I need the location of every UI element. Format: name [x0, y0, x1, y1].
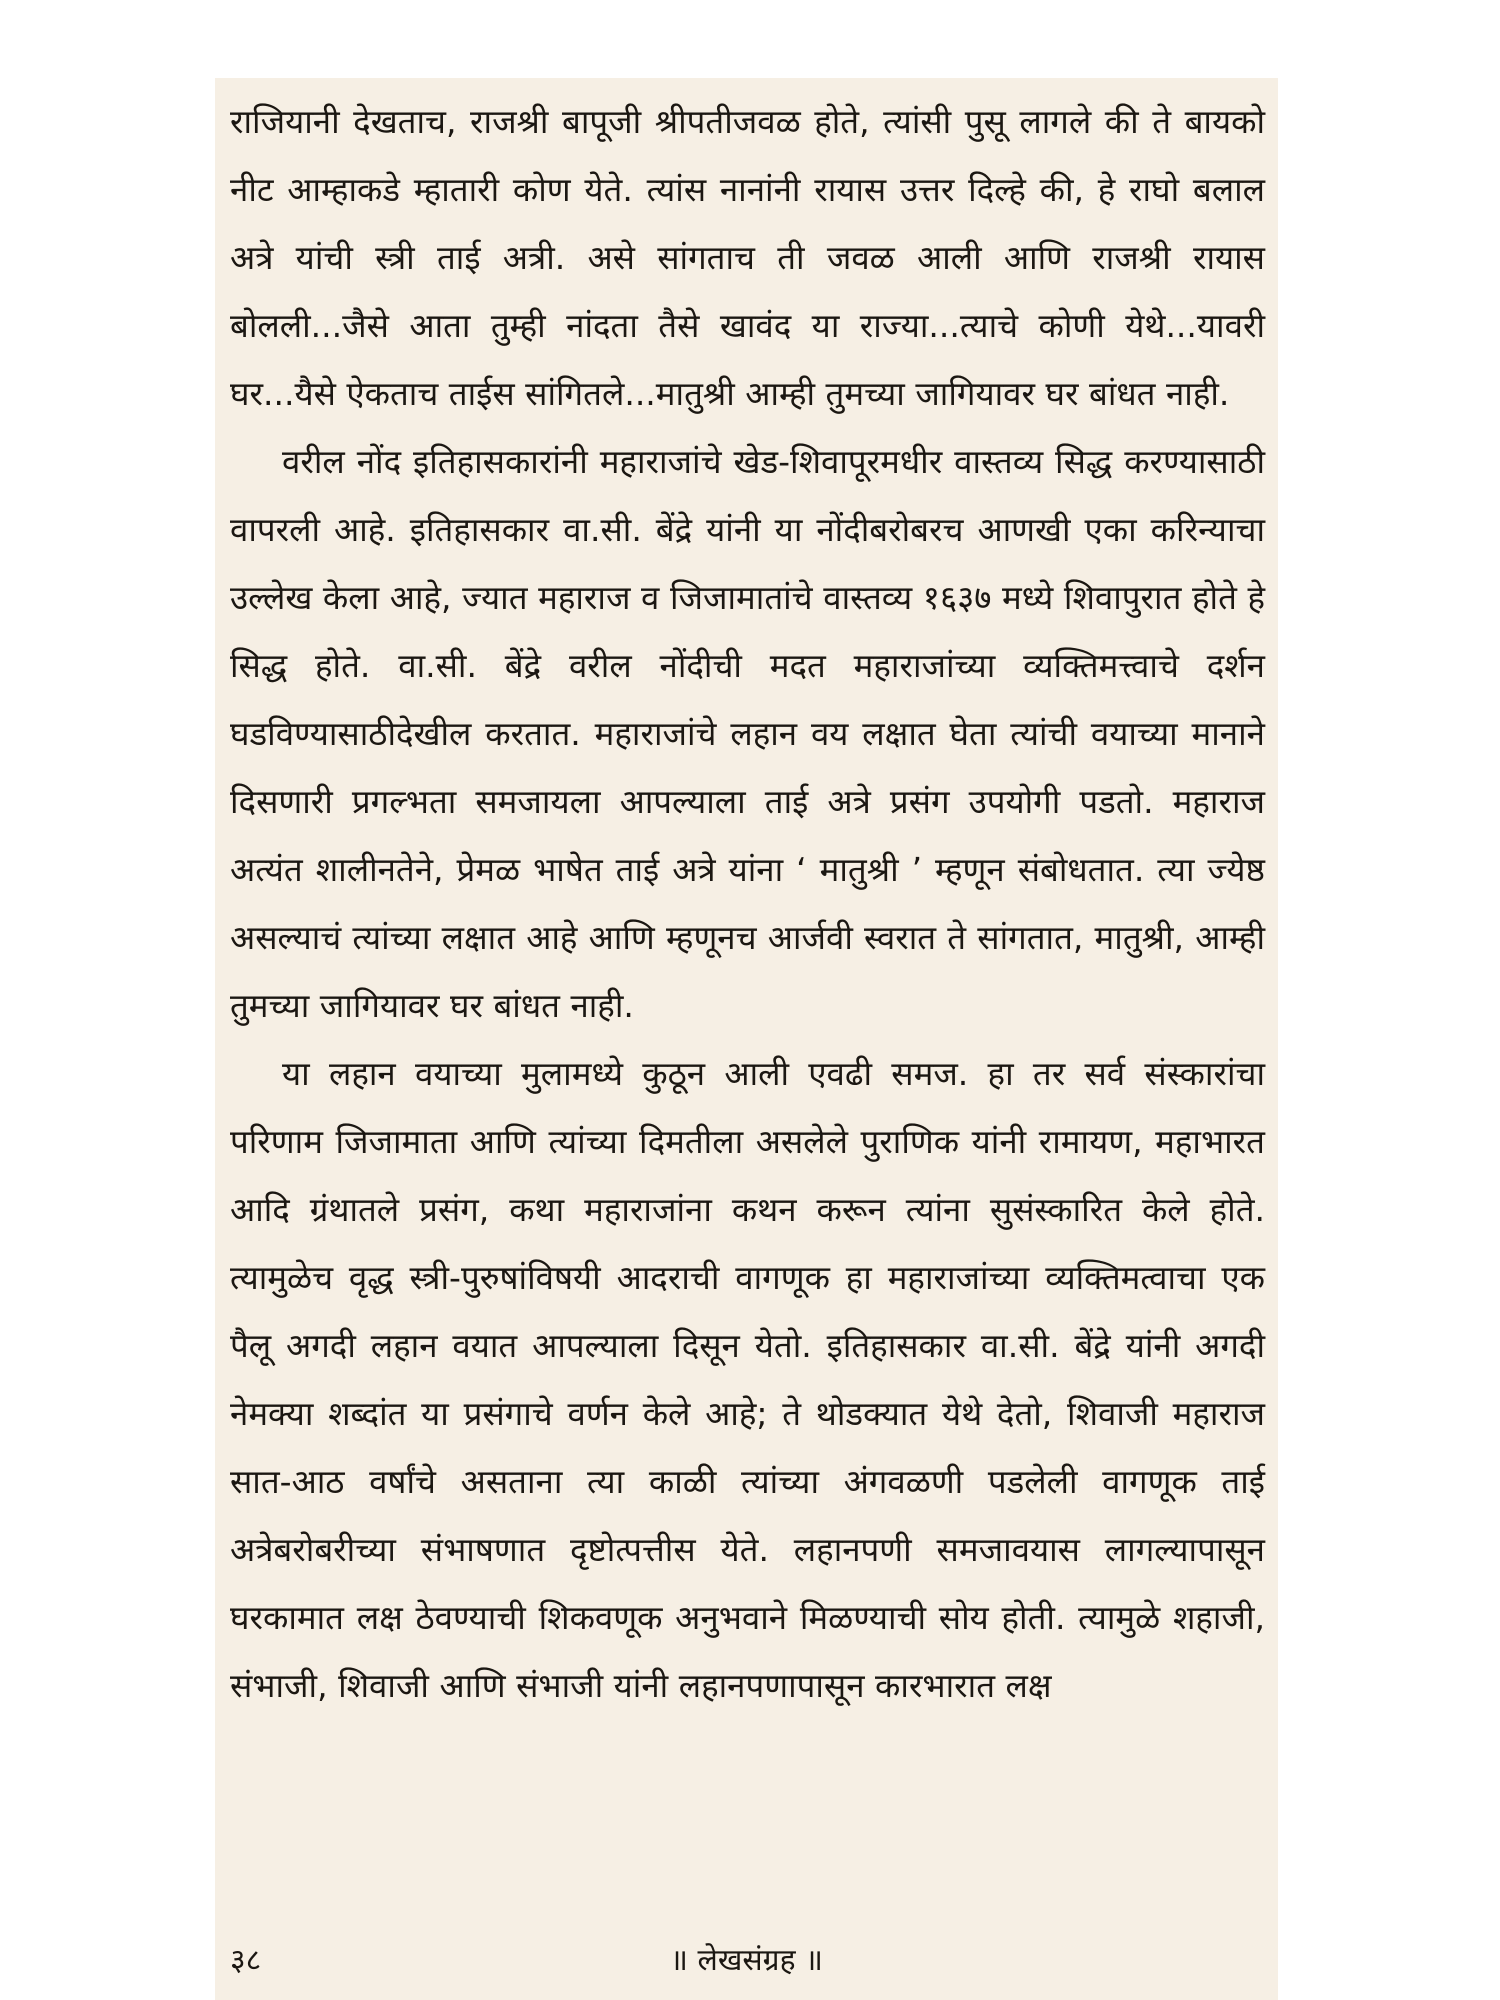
paragraph-1: राजियानी देखताच, राजश्री बापूजी श्रीपतीजवळ होते, त्यांसी पुसू लागले की ते बायको नीट आम्हाकडे म्हातारी कोण येते. त्यांस नानांनी रायास उत्तर दिल्हे की, हे राघो बलाल अत्रे यांची स्त्री ताई अत्री. असे सांगताच ती जवळ आली आणि राजश्री रायास बोलली...जैसे आता तुम्ही नांदता तैसे खावंद या राज्या...त्याचे कोणी येथे...यावरी घर...यैसे ऐकताच ताईस सांगितले...मातुश्री आम्ही तुमच्या जागियावर घर बांधत नाही.	[230, 102, 1265, 413]
paragraph-3: या लहान वयाच्या मुलामध्ये कुठून आली एवढी समज. हा तर सर्व संस्कारांचा परिणाम जिजामाता आणि त्यांच्या दिमतीला असलेले पुराणिक यांनी रामायण, महाभारत आदि ग्रंथातले प्रसंग, कथा महाराजांना कथन करून त्यांना सुसंस्कारित केले होते. त्यामुळेच वृद्ध स्त्री-पुरुषांविषयी आदराची वागणूक हा महाराजांच्या व्यक्तिमत्वाचा एक पैलू अगदी लहान वयात आपल्याला दिसून येतो. इतिहासकार वा.सी. बेंद्रे यांनी अगदी नेमक्या शब्दांत या प्रसंगाचे वर्णन केले आहे; ते थोडक्यात येथे देतो, शिवाजी महाराज सात-आठ वर्षांचे असताना त्या काळी त्यांच्या अंगवळणी पडलेली वागणूक ताई अत्रेबरोबरीच्या संभाषणात दृष्टोत्पत्तीस येते. लहानपणी समजावयास लागल्यापासून घरकामात लक्ष ठेवण्याची शिकवणूक अनुभवाने मिळण्याची सोय होती. त्यामुळे शहाजी, संभाजी, शिवाजी आणि संभाजी यांनी लहानपणापासून कारभारात लक्ष	[230, 1054, 1265, 1705]
page-footer	[215, 1938, 1278, 1988]
body-text	[230, 88, 1265, 1720]
book-page	[215, 78, 1278, 2000]
page-number: ३८	[230, 1943, 262, 1978]
book-title: ॥ लेखसंग्रह ॥	[669, 1943, 824, 1978]
paragraph-2: वरील नोंद इतिहासकारांनी महाराजांचे खेड-शिवापूरमधीर वास्तव्य सिद्ध करण्यासाठी वापरली आहे. इतिहासकार वा.सी. बेंद्रे यांनी या नोंदीबरोबरच आणखी एका करिन्याचा उल्लेख केला आहे, ज्यात महाराज व जिजामातांचे वास्तव्य १६३७ मध्ये शिवापुरात होते हे सिद्ध होते. वा.सी. बेंद्रे वरील नोंदीची मदत महाराजांच्या व्यक्तिमत्त्वाचे दर्शन घडविण्यासाठीदेखील करतात. महाराजांचे लहान वय लक्षात घेता त्यांची वयाच्या मानाने दिसणारी प्रगल्भता समजायला आपल्याला ताई अत्रे प्रसंग उपयोगी पडतो. महाराज अत्यंत शालीनतेने, प्रेमळ भाषेत ताई अत्रे यांना ‘ मातुश्री ’ म्हणून संबोधतात. त्या ज्येष्ठ असल्याचं त्यांच्या लक्षात आहे आणि म्हणूनच आर्जवी स्वरात ते सांगतात, मातुश्री, आम्ही तुमच्या जागियावर घर बांधत नाही.	[230, 442, 1265, 1025]
